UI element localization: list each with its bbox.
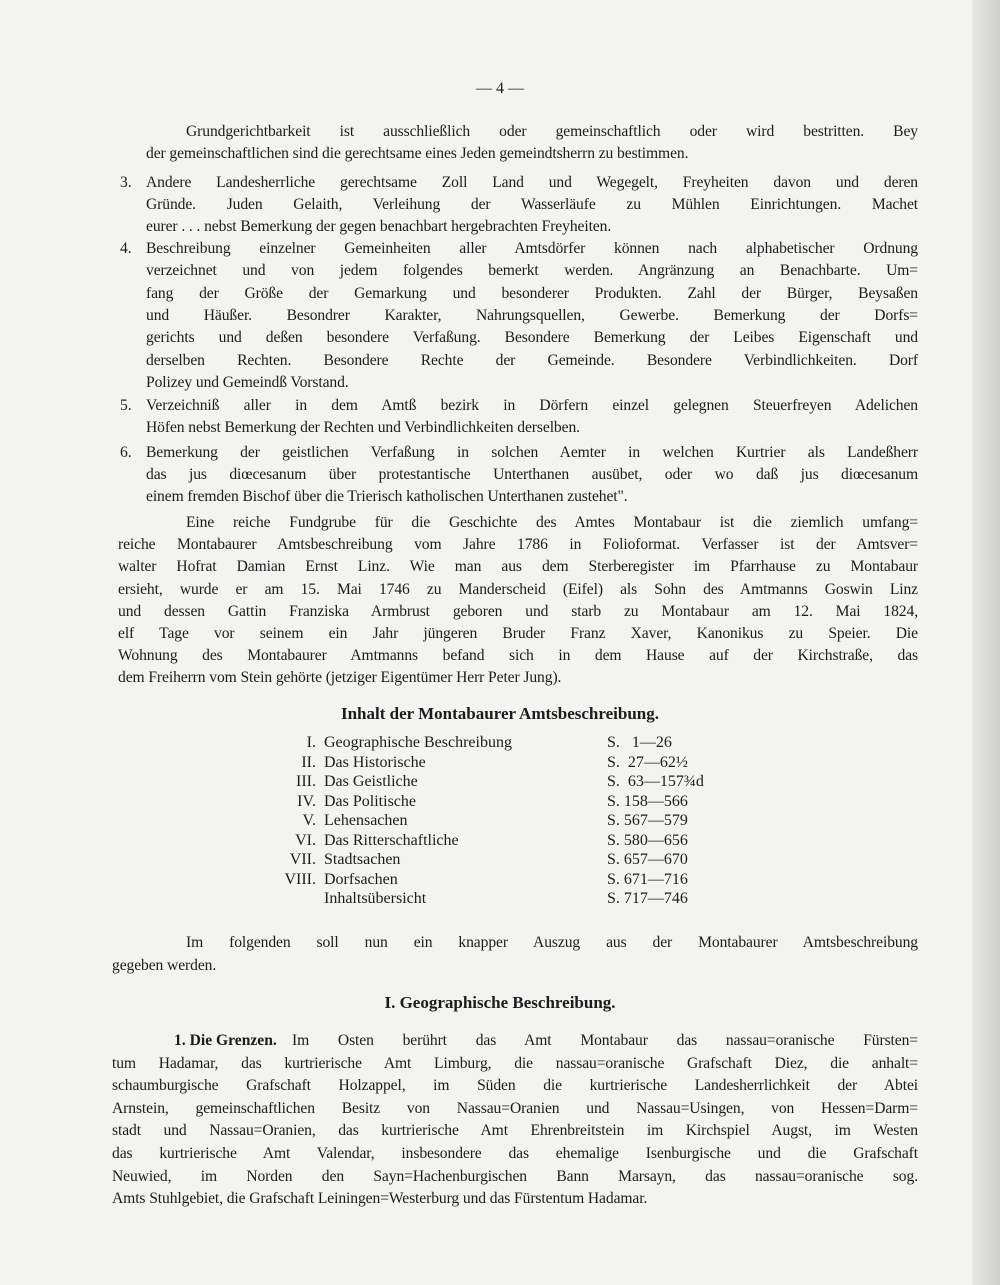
toc-number: [250, 889, 316, 909]
toc-number: VIII.: [284, 870, 316, 888]
list-item-line: Beschreibung einzelner Gemeinheiten aller Amtsdörfer können nach alphabetischer Ordnung: [146, 240, 918, 257]
item-number: 6.: [120, 444, 132, 461]
paragraph-line: Arnstein, gemeinschaftlichen Besitz von Nassau=Oranien und Nassau=Usingen, von Hessen=Darm=: [112, 1099, 918, 1117]
list-item-line: Gründe. Juden Gelaith, Verleihung der Wasserläufe zu Mühlen Einrichtungen. Machet: [146, 196, 918, 213]
list-item-line: eurer . . . nebst Bemerkung der gegen benachbart hergebrachten Freyheiten.: [146, 218, 612, 235]
text-line: der gemeinschaftlichen sind die gerechtsame eines Jeden gemeindtsherrn zu bestimmen.: [146, 145, 689, 162]
paragraph-line: reiche Montabaurer Amtsbeschreibung vom Jahre 1786 in Folioformat. Verfasser ist der Amtsver=: [118, 536, 918, 554]
toc-number: IV.: [297, 792, 316, 810]
list-item-line: Höfen nebst Bemerkung der Rechten und Verbindlichkeiten derselben.: [146, 419, 580, 436]
item-number: 4.: [120, 240, 132, 257]
toc-pages: S. 671—716: [607, 870, 688, 888]
toc-pages: S. 657—670: [607, 851, 688, 868]
page-number: — 4 —: [476, 80, 524, 97]
list-item-line: Verzeichniß aller in dem Amtß bezirk in Dörfern einzel gelegnen Steuerfreyen Adelichen: [146, 397, 918, 414]
section-heading: I. Geographische Beschreibung.: [384, 993, 616, 1012]
toc-title: Geographische Beschreibung: [324, 734, 512, 751]
toc-pages: S. 158—566: [607, 792, 688, 810]
toc-title: Das Ritterschaftliche: [324, 831, 459, 849]
toc-pages: S. 1—26: [607, 734, 672, 751]
toc-pages: S. 27—62½: [607, 753, 688, 771]
list-item-line: gerichts und deßen besondere Verfaßung. Besondere Bemerkung der Leibes Eigenschaft und: [146, 329, 918, 346]
toc-number: II.: [301, 753, 316, 771]
list-item-line: Bemerkung der geistlichen Verfaßung in solchen Aemter in welchen Kurtrier als Landeßherr: [146, 444, 918, 461]
paragraph-line: stadt und Nassau=Oranien, das kurtrierische Amt Ehrenbreitstein im Kirchspiel Augst, im Westen: [112, 1122, 918, 1140]
paragraph-line: das kurtrierische Amt Valendar, insbesondere das ehemalige Isenburgische und die Grafschaft: [112, 1145, 918, 1162]
paragraph-line: Im Osten berührt das Amt Montabaur das nassau=oranische Fürsten=: [292, 1032, 918, 1049]
list-item-line: Polizey und Gemeindß Vorstand.: [146, 374, 349, 391]
paragraph-line: dem Freiherrn vom Stein gehörte (jetziger Eigentümer Herr Peter Jung).: [118, 669, 562, 687]
toc-title: Das Historische: [324, 753, 426, 771]
toc-pages: S. 63—157¾d: [607, 773, 704, 790]
paragraph-line: tum Hadamar, das kurtrierische Amt Limburg, die nassau=oranische Grafschaft Diez, die anhalt=: [112, 1054, 918, 1072]
toc-title: Das Politische: [324, 792, 416, 810]
toc-title: Das Geistliche: [324, 773, 418, 790]
item-number: 3.: [120, 174, 132, 191]
toc-number: VI.: [295, 831, 316, 849]
subsection-label: 1. Die Grenzen.: [174, 1032, 277, 1049]
list-item-line: einem fremden Bischof über die Trierisch katholischen Unterthanen zustehet".: [146, 488, 628, 505]
paragraph-line: elf Tage vor seinem ein Jahr jüngeren Bruder Franz Xaver, Kanonikus zu Speier. Die: [118, 625, 918, 642]
list-item-line: Andere Landesherrliche gerechtsame Zoll Land und Wegegelt, Freyheiten davon und deren: [146, 174, 918, 191]
toc-heading: Inhalt der Montabaurer Amtsbeschreibung.: [340, 704, 659, 723]
paragraph-line: Amts Stuhlgebiet, die Grafschaft Leiningen=Westerburg und das Fürstentum Hadamar.: [112, 1190, 648, 1208]
paragraph-line: und dessen Gattin Franziska Armbrust geboren und starb zu Montabaur am 12. Mai 1824,: [118, 602, 918, 620]
toc-pages: S. 717—746: [607, 890, 688, 907]
toc-title: Stadtsachen: [324, 851, 401, 868]
toc-number: V.: [302, 812, 316, 829]
toc-pages: S. 567—579: [607, 812, 688, 829]
toc-number: VII.: [289, 851, 316, 868]
page-edge-shadow: [972, 0, 1000, 1285]
paragraph-line: Neuwied, im Norden den Sayn=Hachenburgischen Bann Marsayn, das nassau=oranische sog.: [112, 1167, 918, 1185]
paragraph-line: Wohnung des Montabaurer Amtmanns befand sich in dem Hause auf der Kirchstraße, das: [118, 647, 918, 665]
toc-pages: S. 580—656: [607, 831, 688, 849]
toc-number: I.: [306, 734, 316, 751]
list-item-line: und Häußer. Besondrer Karakter, Nahrungsquellen, Gewerbe. Bemerkung der Dorfs=: [146, 307, 918, 324]
text-line: Im folgenden soll nun ein knapper Auszug aus der Montabaurer Amtsbeschreibung: [186, 934, 918, 951]
list-item-line: fang der Größe der Gemarkung und besonderer Produkten. Zahl der Bürger, Beysaßen: [146, 285, 918, 302]
toc-title: Lehensachen: [324, 812, 408, 829]
toc-title: Inhaltsübersicht: [324, 890, 427, 907]
paragraph-line: ersieht, wurde er am 15. Mai 1746 zu Manderscheid (Eifel) als Sohn des Amtmanns Goswin Linz: [118, 580, 918, 598]
paragraph-line: schaumburgische Grafschaft Holzappel, im Süden die kurtrierische Landesherrlichkeit der Abtei: [112, 1077, 918, 1095]
text-line: gegeben werden.: [112, 957, 217, 974]
list-item-line: verzeichnet und von jedem folgendes bemerkt werden. Angränzung an Benachbarte. Um=: [146, 262, 918, 279]
toc-title: Dorfsachen: [324, 870, 398, 888]
list-item-line: derselben Rechten. Besondere Rechte der Gemeinde. Besondere Verbindlichkeiten. Dorf: [146, 352, 918, 369]
paragraph-line: walter Hofrat Damian Ernst Linz. Wie man aus dem Sterberegister im Pfarrhause zu Montabaur: [118, 558, 918, 576]
toc-number: III.: [296, 773, 316, 790]
text-line: Grundgerichtbarkeit ist ausschließlich oder gemeinschaftlich oder wird bestritten. Bey: [186, 123, 918, 140]
paragraph-line: Eine reiche Fundgrube für die Geschichte des Amtes Montabaur ist die ziemlich umfang=: [186, 514, 918, 531]
item-number: 5.: [120, 397, 132, 414]
list-item-line: das jus diœcesanum über protestantische Unterthanen ausübet, oder wo daß jus diœcesanum: [146, 466, 918, 483]
